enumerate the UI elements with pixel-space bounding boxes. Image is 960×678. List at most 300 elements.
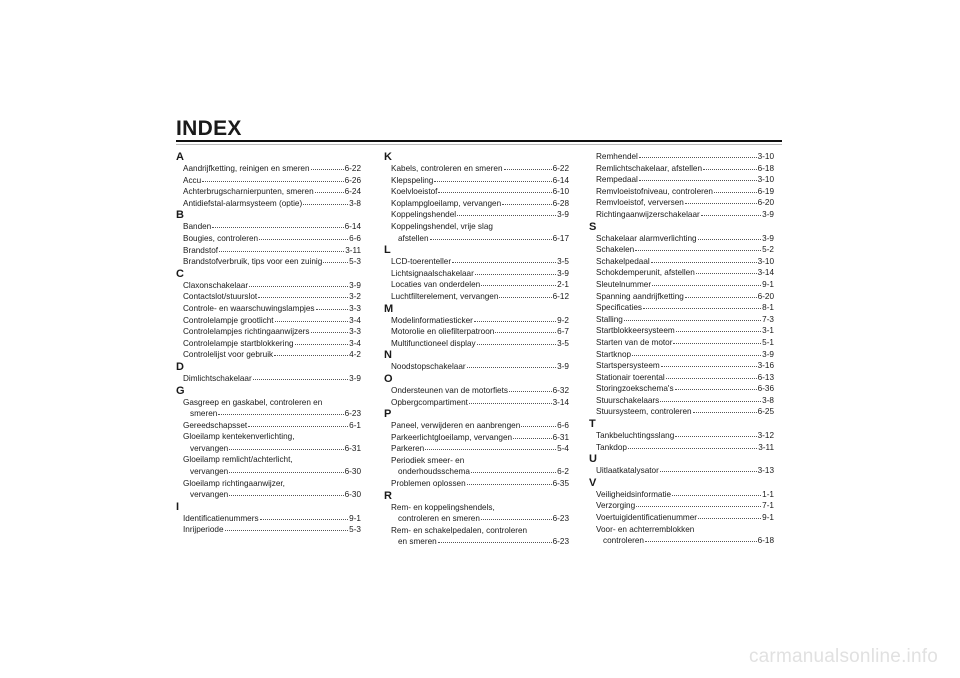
index-entry-page: 6-22 bbox=[552, 164, 569, 173]
leader-dots bbox=[661, 360, 757, 367]
leader-dots bbox=[639, 174, 757, 181]
index-entry-text: Tankdop bbox=[596, 442, 627, 452]
leader-dots bbox=[675, 383, 757, 390]
index-section-letter: I bbox=[176, 500, 180, 513]
index-entry bbox=[176, 175, 361, 187]
leader-dots bbox=[509, 385, 552, 392]
index-entry-text: en smeren bbox=[398, 537, 437, 547]
index-entry-text: Gasgreep en gaskabel, controleren en bbox=[183, 397, 323, 407]
index-entry bbox=[589, 197, 774, 209]
index-entry bbox=[589, 256, 774, 268]
index-entry-text: Veiligheidsinformatie bbox=[596, 489, 672, 499]
index-entry-page: 6-14 bbox=[552, 175, 569, 185]
leader-dots bbox=[467, 478, 552, 485]
index-entry-page: 6-17 bbox=[552, 233, 569, 243]
index-entry bbox=[589, 500, 774, 512]
index-entry bbox=[176, 478, 361, 490]
index-entry-page: 3-9 bbox=[557, 210, 569, 220]
leader-dots bbox=[635, 244, 761, 251]
leader-dots bbox=[639, 151, 757, 158]
leader-dots bbox=[714, 186, 757, 193]
index-entry bbox=[384, 221, 569, 233]
index-entry-page: 3-9 bbox=[762, 349, 774, 359]
index-entry-page: 6-35 bbox=[552, 479, 569, 489]
index-entry-page: 6-20 bbox=[757, 198, 774, 208]
index-entry-text: Koplampgloeilamp, vervangen bbox=[391, 198, 502, 208]
index-entry bbox=[176, 221, 361, 233]
index-entry-page: 6-28 bbox=[552, 198, 569, 208]
leader-dots bbox=[259, 233, 348, 240]
leader-dots bbox=[229, 489, 343, 496]
leader-dots bbox=[698, 512, 761, 519]
leader-dots bbox=[260, 513, 349, 520]
leader-dots bbox=[703, 163, 757, 170]
index-entry bbox=[589, 349, 774, 361]
leader-dots bbox=[434, 175, 551, 182]
index-entry-text: Voertuigidentificatienummer bbox=[596, 513, 698, 523]
leader-dots bbox=[628, 442, 757, 449]
index-section-letter: A bbox=[176, 151, 184, 163]
index-entry-text: Remhendel bbox=[596, 152, 638, 161]
leader-dots bbox=[701, 209, 761, 216]
index-entry bbox=[384, 279, 569, 291]
index-entry-text: Remvloeistofniveau, controleren bbox=[596, 186, 713, 196]
index-entry bbox=[589, 442, 774, 454]
leader-dots bbox=[698, 233, 762, 240]
index-entry-page: 6-30 bbox=[344, 490, 361, 500]
index-entry-text: Contactslot/stuurslot bbox=[183, 292, 258, 302]
index-entry-page: 6-23 bbox=[552, 514, 569, 524]
leader-dots bbox=[521, 420, 556, 427]
index-entry-page: 3-5 bbox=[557, 257, 569, 267]
index-entry bbox=[384, 513, 569, 525]
index-column-3 bbox=[589, 151, 774, 547]
index-entry-text: Starten van de motor bbox=[596, 337, 673, 347]
watermark: carmanualsonline.info bbox=[748, 646, 938, 667]
index-entry-page: 6-25 bbox=[757, 407, 774, 417]
index-entry bbox=[176, 513, 361, 525]
index-entry-page: 6-1 bbox=[349, 420, 361, 430]
index-entry-text: vervangen bbox=[190, 467, 229, 477]
index-entry-page: 3-9 bbox=[349, 373, 361, 383]
index-entry-page: 6-23 bbox=[344, 409, 361, 419]
index-entry-text: Koppelingshendel, vrije slag bbox=[391, 221, 493, 231]
index-entry-page: 3-3 bbox=[349, 303, 361, 313]
index-entry-page: 3-5 bbox=[557, 338, 569, 348]
leader-dots bbox=[645, 535, 757, 542]
index-entry-text: Opbergcompartiment bbox=[391, 397, 468, 407]
index-entry bbox=[589, 267, 774, 279]
index-entry-page: 6-36 bbox=[757, 384, 774, 394]
index-entry bbox=[176, 303, 361, 315]
index-entry bbox=[384, 175, 569, 187]
index-entry-page: 3-4 bbox=[349, 315, 361, 325]
index-entry bbox=[384, 443, 569, 455]
index-entry-text: Identificatienummers bbox=[183, 513, 259, 523]
index-entry-text: Controlelampje grootlicht bbox=[183, 315, 274, 325]
leader-dots bbox=[481, 513, 552, 520]
index-entry bbox=[384, 268, 569, 280]
leader-dots bbox=[311, 326, 349, 333]
index-entry-text: Richtingaanwijzerschakelaar bbox=[596, 209, 700, 219]
leader-dots bbox=[495, 326, 556, 333]
index-section-letter: N bbox=[384, 349, 392, 362]
index-entry-page: 5-2 bbox=[762, 245, 774, 255]
leader-dots bbox=[660, 465, 757, 472]
leader-dots bbox=[652, 279, 761, 286]
leader-dots bbox=[219, 245, 344, 252]
index-entry-text: controleren en smeren bbox=[398, 514, 480, 524]
page-title: INDEX bbox=[176, 117, 242, 140]
index-entry bbox=[589, 383, 774, 395]
index-entry-page: 6-20 bbox=[757, 291, 774, 301]
index-entry-page: 3-11 bbox=[345, 245, 361, 255]
index-entry bbox=[384, 466, 569, 478]
leader-dots bbox=[457, 209, 556, 216]
index-entry-page: 5-3 bbox=[349, 525, 361, 535]
index-entry-page: 3-3 bbox=[349, 327, 361, 337]
index-entry-page: 3-13 bbox=[757, 466, 774, 476]
index-entry-text: Banden bbox=[183, 222, 212, 232]
index-entry-text: Gloeilamp remlicht/achterlicht, bbox=[183, 455, 293, 465]
leader-dots bbox=[316, 303, 349, 310]
index-entry-text: Paneel, verwijderen en aanbrengen bbox=[391, 421, 521, 431]
leader-dots bbox=[513, 432, 552, 439]
index-entry bbox=[589, 186, 774, 198]
leader-dots bbox=[624, 314, 761, 321]
index-entry-text: afstellen bbox=[398, 233, 429, 243]
index-entry bbox=[589, 233, 774, 245]
index-entry-page: 6-7 bbox=[557, 327, 569, 337]
index-entry-page: 3-16 bbox=[757, 361, 774, 371]
index-section-letter: S bbox=[589, 220, 597, 233]
index-entry bbox=[176, 315, 361, 327]
index-entry-page: 6-26 bbox=[344, 175, 361, 185]
index-entry-page: 8-1 bbox=[762, 303, 774, 313]
leader-dots bbox=[474, 315, 556, 322]
index-entry bbox=[384, 385, 569, 397]
index-entry-text: Gereedschapsset bbox=[183, 420, 248, 430]
index-entry bbox=[589, 406, 774, 418]
index-entry-page: 3-9 bbox=[349, 280, 361, 290]
index-entry bbox=[589, 314, 774, 326]
leader-dots bbox=[212, 221, 343, 228]
index-entry bbox=[384, 361, 569, 373]
index-entry-page: 3-8 bbox=[349, 198, 361, 208]
index-entry-text: Dimlichtschakelaar bbox=[183, 373, 252, 383]
leader-dots bbox=[274, 349, 348, 356]
index-entry-page: 3-9 bbox=[557, 362, 569, 372]
index-entry bbox=[176, 326, 361, 338]
index-entry-text: Uitlaatkatalysator bbox=[596, 466, 659, 476]
index-entry-text: Specificaties bbox=[596, 303, 642, 313]
leader-dots bbox=[225, 524, 349, 531]
index-entry bbox=[589, 337, 774, 349]
index-entry-text: Stationair toerental bbox=[596, 372, 665, 382]
index-entry-text: Koelvloeistof bbox=[391, 187, 438, 197]
leader-dots bbox=[672, 489, 761, 496]
index-entry-text: Stuurschakelaars bbox=[596, 395, 660, 405]
index-entry-text: Gloeilamp kentekenverlichting, bbox=[183, 432, 295, 442]
index-entry bbox=[589, 360, 774, 372]
index-entry-text: Accu bbox=[183, 175, 202, 185]
index-entry bbox=[384, 233, 569, 245]
leader-dots bbox=[253, 373, 348, 380]
index-entry bbox=[589, 291, 774, 303]
index-entry bbox=[176, 373, 361, 385]
index-entry-text: Aandrijfketting, reinigen en smeren bbox=[183, 164, 310, 173]
leader-dots bbox=[452, 256, 556, 263]
index-entry-page: 4-2 bbox=[349, 350, 361, 360]
index-column-1 bbox=[176, 151, 361, 536]
index-entry-page: 3-1 bbox=[762, 326, 774, 336]
index-entry bbox=[589, 535, 774, 547]
index-entry-text: Verzorging bbox=[596, 501, 636, 511]
leader-dots bbox=[275, 315, 349, 322]
index-entry bbox=[384, 478, 569, 490]
index-entry bbox=[384, 536, 569, 548]
leader-dots bbox=[660, 395, 761, 402]
index-entry-page: 6-18 bbox=[757, 163, 774, 173]
index-entry-page: 6-18 bbox=[757, 536, 774, 546]
index-entry-text: Locaties van onderdelen bbox=[391, 280, 481, 290]
index-entry bbox=[589, 512, 774, 524]
index-entry-page: 9-1 bbox=[762, 279, 774, 289]
index-column-2 bbox=[384, 151, 569, 548]
index-entry bbox=[176, 397, 361, 409]
index-entry bbox=[589, 174, 774, 186]
index-entry-text: Periodiek smeer- en bbox=[391, 455, 465, 465]
index-entry-page: 3-11 bbox=[758, 442, 774, 452]
index-section-letter: L bbox=[384, 244, 391, 257]
index-entry-text: Controlelampje startblokkering bbox=[183, 338, 294, 348]
leader-dots bbox=[693, 406, 757, 413]
index-entry-page: 5-3 bbox=[349, 257, 361, 267]
leader-dots bbox=[643, 302, 761, 309]
index-entry-text: Modelinformatiesticker bbox=[391, 315, 473, 325]
index-entry-text: Voor- en achterremblokken bbox=[596, 524, 695, 534]
leader-dots bbox=[425, 443, 556, 450]
index-entry-page: 3-2 bbox=[349, 292, 361, 302]
index-entry-page: 6-6 bbox=[349, 233, 361, 243]
leader-dots bbox=[430, 233, 552, 240]
leader-dots bbox=[632, 349, 761, 356]
index-entry bbox=[589, 279, 774, 291]
index-entry-text: Motorolie en oliefilterpatroon bbox=[391, 327, 495, 337]
index-entry bbox=[589, 302, 774, 314]
index-entry bbox=[384, 198, 569, 210]
index-entry bbox=[176, 186, 361, 198]
index-entry bbox=[384, 326, 569, 338]
leader-dots bbox=[229, 443, 343, 450]
index-section-letter: O bbox=[384, 372, 393, 385]
index-entry-text: LCD-toerenteller bbox=[391, 257, 452, 267]
index-entry-text: Rem- en koppelingshendels, bbox=[391, 502, 495, 512]
index-entry-page: 5-4 bbox=[557, 444, 569, 454]
index-entry-text: Problemen oplossen bbox=[391, 479, 466, 489]
index-entry bbox=[176, 524, 361, 536]
index-entry bbox=[589, 465, 774, 477]
index-entry-page: 7-3 bbox=[762, 314, 774, 324]
leader-dots bbox=[477, 338, 557, 345]
index-entry-page: 3-14 bbox=[757, 268, 774, 278]
index-entry-page: 3-10 bbox=[757, 175, 774, 185]
index-entry-page: 3-4 bbox=[349, 338, 361, 348]
index-entry bbox=[589, 430, 774, 442]
index-entry bbox=[384, 338, 569, 350]
leader-dots bbox=[438, 186, 551, 193]
leader-dots bbox=[229, 466, 343, 473]
index-entry-page: 6-6 bbox=[557, 421, 569, 431]
leader-dots bbox=[469, 397, 552, 404]
index-entry bbox=[384, 420, 569, 432]
index-section-letter: B bbox=[176, 209, 184, 222]
index-section-letter: R bbox=[384, 489, 392, 502]
index-entry-page: 3-9 bbox=[762, 233, 774, 243]
index-entry-page: 6-10 bbox=[552, 187, 569, 197]
index-entry-text: Remlichtschakelaar, afstellen bbox=[596, 163, 703, 173]
index-entry-page: 9-2 bbox=[557, 315, 569, 325]
index-entry-text: Noodstopschakelaar bbox=[391, 362, 466, 372]
index-entry-page: 3-10 bbox=[757, 152, 774, 161]
index-entry-text: Kabels, controleren en smeren bbox=[391, 164, 503, 173]
index-entry-page: 6-22 bbox=[344, 164, 361, 173]
index-entry bbox=[176, 280, 361, 292]
index-entry-text: Claxonschakelaar bbox=[183, 280, 249, 290]
leader-dots bbox=[696, 267, 757, 274]
index-entry-page: 9-1 bbox=[349, 513, 361, 523]
index-entry-page: 6-30 bbox=[344, 467, 361, 477]
index-entry-text: Schakelen bbox=[596, 245, 635, 255]
index-entry-text: Storingzoekschema's bbox=[596, 384, 674, 394]
leader-dots bbox=[666, 372, 757, 379]
index-entry-text: Inrijperiode bbox=[183, 525, 224, 535]
index-entry-page: 3-14 bbox=[552, 397, 569, 407]
index-entry-text: Tankbeluchtingsslang bbox=[596, 431, 675, 441]
index-entry-text: Startspersysteem bbox=[596, 361, 660, 371]
leader-dots bbox=[675, 430, 756, 437]
index-entry bbox=[176, 454, 361, 466]
index-section-letter: P bbox=[384, 408, 392, 421]
index-entry-text: Brandstofverbruik, tips voor een zuinig bbox=[183, 257, 323, 267]
index-entry-page: 6-32 bbox=[552, 385, 569, 395]
index-entry-text: vervangen bbox=[190, 490, 229, 500]
leader-dots bbox=[249, 280, 348, 287]
index-entry-text: Koppelingshendel bbox=[391, 210, 457, 220]
index-entry-text: Startblokkeersysteem bbox=[596, 326, 675, 336]
leader-dots bbox=[248, 420, 348, 427]
index-entry-text: Remvloeistof, verversen bbox=[596, 198, 684, 208]
index-section-letter: K bbox=[384, 151, 392, 163]
index-entry-page: 6-23 bbox=[552, 537, 569, 547]
leader-dots bbox=[504, 163, 552, 170]
index-section-letter: T bbox=[589, 418, 596, 431]
leader-dots bbox=[323, 256, 348, 263]
index-entry-page: 6-31 bbox=[344, 443, 361, 453]
index-entry bbox=[176, 349, 361, 361]
leader-dots bbox=[295, 338, 349, 345]
index-entry-page: 6-19 bbox=[757, 186, 774, 196]
index-entry bbox=[176, 291, 361, 303]
index-entry-text: Klepspeling bbox=[391, 175, 434, 185]
index-entry-text: Schakelpedaal bbox=[596, 256, 650, 266]
index-entry bbox=[589, 244, 774, 256]
index-entry-page: 6-12 bbox=[552, 291, 569, 301]
leader-dots bbox=[685, 197, 757, 204]
index-entry bbox=[176, 420, 361, 432]
index-entry bbox=[589, 524, 774, 536]
index-entry bbox=[176, 256, 361, 268]
index-entry bbox=[384, 163, 569, 175]
index-entry bbox=[589, 489, 774, 501]
leader-dots bbox=[475, 268, 556, 275]
index-entry bbox=[589, 163, 774, 175]
leader-dots bbox=[471, 466, 556, 473]
leader-dots bbox=[481, 279, 556, 286]
index-entry bbox=[589, 151, 774, 163]
leader-dots bbox=[258, 291, 348, 298]
index-entry bbox=[176, 233, 361, 245]
index-entry-text: onderhoudsschema bbox=[398, 467, 470, 477]
leader-dots bbox=[303, 198, 348, 205]
index-entry-text: Antidiefstal-alarmsysteem (optie) bbox=[183, 198, 303, 208]
index-entry bbox=[176, 443, 361, 455]
index-entry-text: Stuursysteem, controleren bbox=[596, 407, 692, 417]
leader-dots bbox=[636, 500, 761, 507]
leader-dots bbox=[311, 163, 344, 170]
index-entry-text: Ondersteunen van de motorfiets bbox=[391, 385, 508, 395]
leader-dots bbox=[467, 361, 557, 368]
leader-dots bbox=[499, 291, 551, 298]
index-entry bbox=[384, 455, 569, 467]
index-entry-text: Schakelaar alarmverlichting bbox=[596, 233, 697, 243]
index-entry-text: controleren bbox=[603, 536, 644, 546]
leader-dots bbox=[315, 186, 344, 193]
index-entry bbox=[384, 502, 569, 514]
leader-dots bbox=[676, 325, 761, 332]
index-entry bbox=[589, 209, 774, 221]
leader-dots bbox=[651, 256, 757, 263]
index-entry bbox=[384, 291, 569, 303]
index-entry bbox=[589, 325, 774, 337]
index-entry bbox=[384, 525, 569, 537]
index-section-letter: D bbox=[176, 360, 184, 373]
index-entry bbox=[176, 489, 361, 501]
index-entry-text: Startknop bbox=[596, 349, 632, 359]
index-entry-text: Rempedaal bbox=[596, 175, 638, 185]
index-entry-page: 3-9 bbox=[762, 209, 774, 219]
leader-dots bbox=[202, 175, 343, 182]
index-entry bbox=[589, 372, 774, 384]
index-entry bbox=[176, 198, 361, 210]
index-section-letter: V bbox=[589, 476, 597, 489]
index-entry-page: 6-31 bbox=[552, 432, 569, 442]
index-entry bbox=[176, 338, 361, 350]
leader-dots bbox=[685, 291, 757, 298]
index-entry-text: Stalling bbox=[596, 314, 623, 324]
index-entry bbox=[589, 395, 774, 407]
index-entry-page: 9-1 bbox=[762, 513, 774, 523]
index-entry-page: 6-2 bbox=[557, 467, 569, 477]
index-entry-text: Bougies, controleren bbox=[183, 233, 259, 243]
index-entry bbox=[384, 397, 569, 409]
index-entry-text: Parkeren bbox=[391, 444, 425, 454]
index-entry-page: 3-9 bbox=[557, 268, 569, 278]
index-entry bbox=[176, 466, 361, 478]
index-entry-text: Parkeerlichtgloeilamp, vervangen bbox=[391, 432, 513, 442]
index-section-letter: G bbox=[176, 384, 185, 397]
index-entry-page: 1-1 bbox=[762, 489, 774, 499]
